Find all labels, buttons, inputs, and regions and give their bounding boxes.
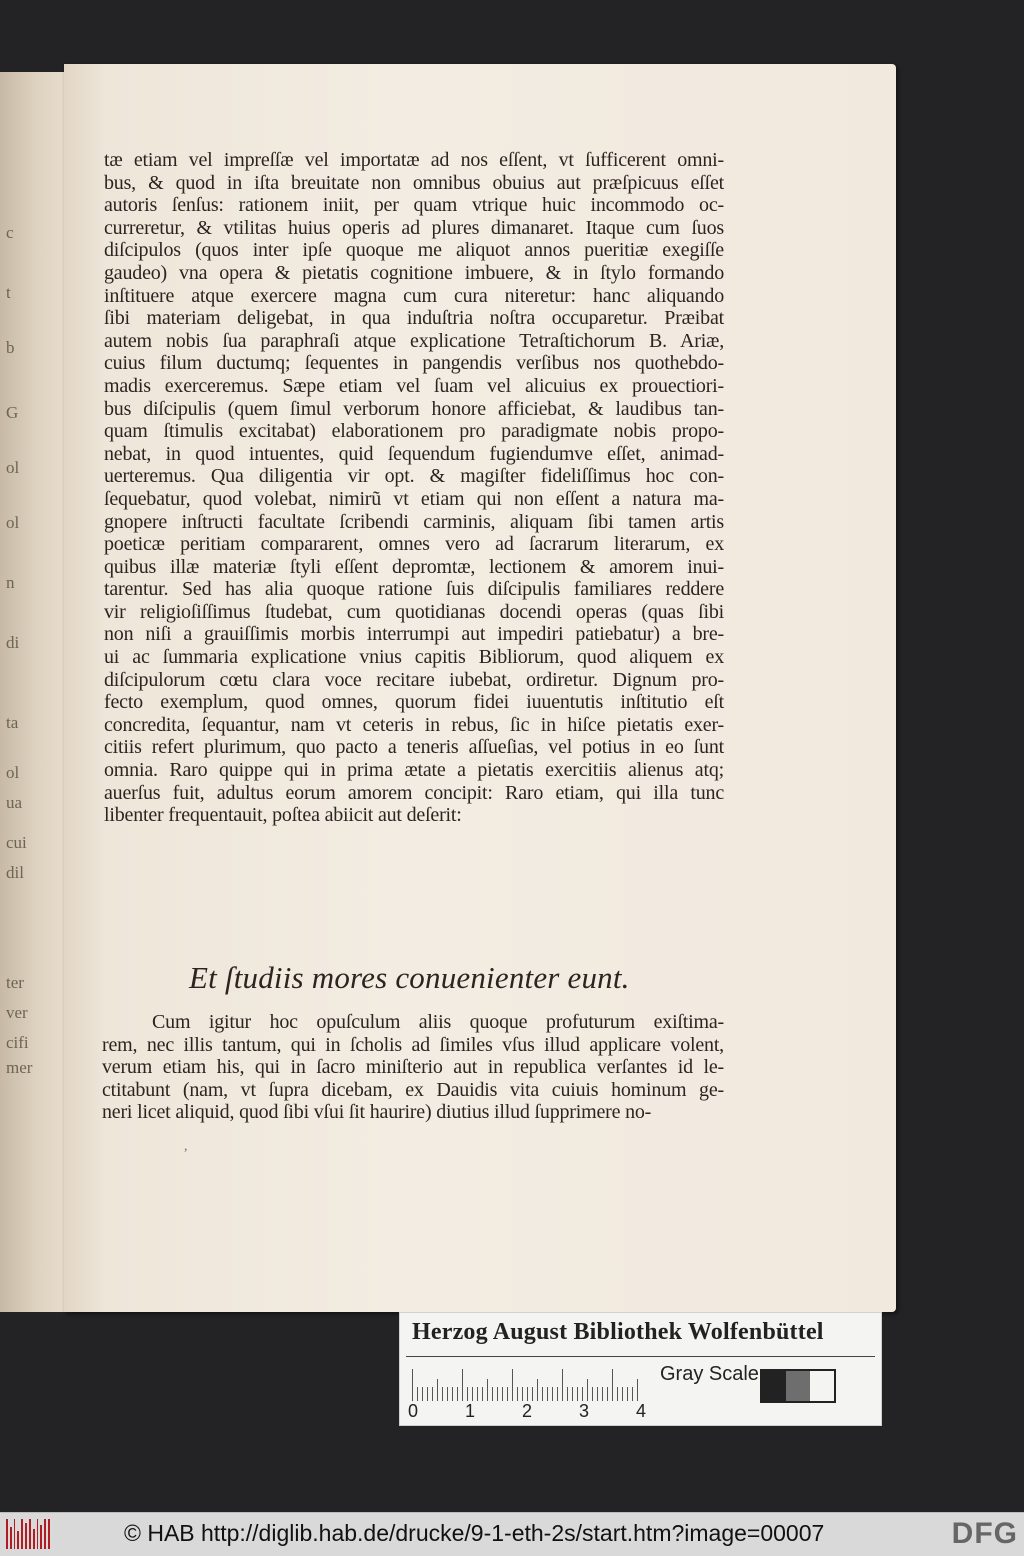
text-line: gnopere inſtructi facultate ſcribendi carminis, aliquam ſibi tamen artis — [104, 510, 724, 533]
text-line: bus diſcipulis (quem ſimul verborum honore afficiebat, & laudibus tan- — [104, 397, 724, 420]
ruler-tick — [497, 1387, 498, 1401]
logo-bar — [37, 1519, 39, 1549]
text-line: autoris ſenſus: rationem iniit, per quam vtrique huic incommodo oc- — [104, 194, 724, 217]
ruler-tick — [582, 1387, 583, 1401]
logo-bar — [33, 1529, 35, 1549]
ruler-tick — [492, 1387, 493, 1401]
text-line: tarentur. Sed has alia quoque ratione ſuis diſcipulis familiares reddere — [104, 578, 724, 601]
ruler-tick — [462, 1369, 463, 1401]
ruler-tick — [502, 1387, 503, 1401]
margin-fragment: di — [6, 633, 20, 652]
text-line: curreretur, & vtilitas huius operis ad plures dimanaret. Itaque cum ſuos — [104, 216, 724, 239]
ruler-tick — [477, 1387, 478, 1401]
library-title: Herzog August Bibliothek Wolfenbüttel — [412, 1319, 824, 1345]
text-line: inſtituere atque exercere magna cum cura niteretur: hanc aliquando — [104, 284, 724, 307]
ruler-tick — [617, 1387, 618, 1401]
ruler-tick — [597, 1387, 598, 1401]
ruler-number: 2 — [522, 1401, 533, 1421]
text-line: diſcipulorum cœtu clara voce recitare iubebat, ordiretur. Dignum pro- — [104, 668, 724, 691]
scale-ruler — [412, 1365, 640, 1401]
text-line: madis exerceremus. Sæpe etiam vel ſuam vel alicuius ex prouectiori- — [104, 374, 724, 397]
text-line: ui ac ſummaria explicatione vnius capitis Bibliorum, quod aliquem ex — [104, 646, 724, 669]
text-line: vir religioſiſſimus ſtudebat, cum quotidianas docendi operas (quas ſibi — [104, 600, 724, 623]
margin-fragment: mer — [6, 1058, 33, 1077]
ruler-tick — [547, 1387, 548, 1401]
second-paragraph — [102, 1011, 724, 1124]
logo-bar — [44, 1519, 46, 1549]
ruler-tick — [537, 1379, 538, 1401]
ruler-tick — [572, 1387, 573, 1401]
text-line: diſcipulos (quos inter ipſe quoque me aliquot annos pueritiæ exegiſſe — [104, 239, 724, 262]
text-line: tæ etiam vel impreſſæ vel importatæ ad nos eſſent, vt ſufficerent omni- — [104, 149, 724, 171]
margin-fragment: b — [6, 338, 15, 357]
ruler-tick — [507, 1387, 508, 1401]
text-line: non niſi a grauiſſimis morbis interrumpi aut impediri patiebatur) a bre- — [104, 623, 724, 646]
ruler-tick — [567, 1387, 568, 1401]
ruler-tick — [527, 1387, 528, 1401]
logo-bar — [17, 1531, 19, 1549]
ruler-tick — [437, 1379, 438, 1401]
margin-fragment: ua — [6, 793, 23, 812]
margin-fragment: ter — [6, 973, 24, 992]
ruler-tick — [542, 1387, 543, 1401]
ruler-tick — [427, 1387, 428, 1401]
library-color-card — [399, 1312, 882, 1426]
ruler-tick — [472, 1387, 473, 1401]
ruler-tick — [452, 1387, 453, 1401]
margin-fragment: dil — [6, 863, 24, 882]
ruler-tick — [522, 1387, 523, 1401]
ruler-tick — [587, 1379, 588, 1401]
ruler-tick — [432, 1387, 433, 1401]
previous-page-edge — [0, 72, 65, 1312]
text-line: neri licet aliquid, quod ſibi vſui ſit haurire) diutius illud ſupprimere no- — [102, 1101, 652, 1124]
ruler-tick — [467, 1387, 468, 1401]
text-line: nebat, in quod intuentes, quid ſequendum fugiendumve eſſet, animad- — [104, 442, 724, 465]
text-line: auerſus fuit, adultus eorum amorem concipit: Raro etiam, qui illa tunc — [104, 781, 724, 804]
ruler-tick — [557, 1387, 558, 1401]
ruler-tick — [422, 1387, 423, 1401]
hab-logo-icon[interactable] — [6, 1519, 50, 1549]
ruler-tick — [447, 1387, 448, 1401]
ruler-tick — [622, 1387, 623, 1401]
gray-scale-bar — [760, 1369, 836, 1403]
ruler-tick — [562, 1369, 563, 1401]
text-line: omnia. Raro quippe qui in prima ætate a pietatis exercitiis alienus atq; — [104, 759, 724, 782]
margin-fragment: t — [6, 283, 11, 302]
logo-bar — [48, 1519, 50, 1549]
text-line: rem, nec illis tantum, qui in ſcholis ad ſimiles vſus illud applicare volent, — [102, 1033, 724, 1056]
margin-fragment: G — [6, 403, 19, 422]
ruler-tick — [592, 1387, 593, 1401]
text-line: autem nobis ſua paraphraſi atque explicatione Tetraſtichorum B. Ariæ, — [104, 329, 724, 352]
ruler-tick — [552, 1387, 553, 1401]
text-line: libenter frequentauit, poſtea abiicit aut deſerit: — [104, 804, 462, 827]
ruler-tick — [487, 1379, 488, 1401]
logo-bar — [29, 1519, 31, 1549]
logo-bar — [10, 1527, 12, 1549]
main-paragraph — [104, 149, 724, 827]
text-line: quam ſtimulis excitabat) elaborationem pro paradigmate nobis propo- — [104, 420, 724, 443]
ruler-tick — [607, 1387, 608, 1401]
footer-bar — [0, 1512, 1024, 1556]
logo-bar — [6, 1519, 8, 1549]
ruler-tick — [577, 1387, 578, 1401]
logo-bar — [14, 1519, 16, 1549]
ruler-tick — [442, 1387, 443, 1401]
text-line: Cum igitur hoc opuſculum aliis quoque profuturum exiſtima- — [152, 1011, 724, 1033]
margin-fragment: n — [6, 573, 15, 592]
text-line: fecto exemplum, quod omnes, quorum fidei iuuentutis inſtitutio eſt — [104, 691, 724, 714]
margin-fragment: c — [6, 223, 14, 242]
ruler-tick — [627, 1387, 628, 1401]
text-line: citiis refert plurimum, quo pacto a teneris aſſueſias, vel potius in eo ſunt — [104, 736, 724, 759]
ruler-tick — [512, 1369, 513, 1401]
margin-fragment: cui — [6, 833, 27, 852]
ruler-number: 4 — [636, 1401, 647, 1421]
text-line: bus, & quod in iſta breuitate non omnibus obuius aut præſpicuus eſſet — [104, 171, 724, 194]
text-line: ctitabunt (nam, vt ſupra dicebam, ex Dauidis vita cuiuis hominum ge- — [102, 1078, 724, 1101]
text-line: cuius filum ductumq; ſequentes in pangendis verſibus nos quothebdo- — [104, 352, 724, 375]
ruler-tick — [602, 1387, 603, 1401]
dfg-logo[interactable]: DFG — [951, 1517, 1018, 1550]
ruler-tick — [457, 1387, 458, 1401]
ruler-tick — [517, 1387, 518, 1401]
ruler-tick — [637, 1379, 638, 1401]
ruler-number: 1 — [465, 1401, 476, 1421]
text-line: concredita, ſequantur, nam vt ceteris in rebus, ſic in hiſce pietatis exer- — [104, 713, 724, 736]
page-smudge: , — [184, 1139, 188, 1154]
text-line: poeticæ peritiam compararent, omnes vero ad ſacrarum literarum, ex — [104, 533, 724, 556]
text-line: quibus illæ materiæ ſtyli eſſent depromtæ, lectionem & amorem inui- — [104, 555, 724, 578]
text-line: ſequebatur, quod volebat, nimirũ vt etiam qui non eſſent a natura ma- — [104, 487, 724, 510]
gray-swatch — [786, 1371, 810, 1401]
logo-bar — [25, 1523, 27, 1549]
margin-fragment: ver — [6, 1003, 28, 1022]
margin-fragment: ol — [6, 458, 20, 477]
margin-fragment: cifi — [6, 1033, 29, 1052]
verse-heading: Et ſtudiis mores conuenienter eunt. — [189, 960, 630, 995]
ruler-tick — [417, 1387, 418, 1401]
text-line: ſibi materiam deligebat, in qua induſtria noſtra occuparetur. Præibat — [104, 307, 724, 330]
ruler-tick — [632, 1387, 633, 1401]
ruler-tick — [532, 1387, 533, 1401]
ruler-tick — [482, 1387, 483, 1401]
card-divider — [406, 1356, 875, 1357]
margin-fragment: ol — [6, 763, 20, 782]
logo-bar — [21, 1519, 23, 1549]
margin-fragment: ta — [6, 713, 19, 732]
text-line: gaudeo) vna opera & pietatis cognitione imbuere, & in ſtylo formando — [104, 261, 724, 284]
margin-fragment: ol — [6, 513, 20, 532]
ruler-number: 3 — [579, 1401, 590, 1421]
book-page — [64, 64, 896, 1312]
footer-url[interactable]: © HAB http://diglib.hab.de/drucke/9-1-eth-2s/start.htm?image=00007 — [124, 1520, 825, 1546]
text-line: uerteremus. Qua diligentia vir opt. & magiſter fideliſſimus hoc con- — [104, 465, 724, 488]
ruler-tick — [412, 1369, 413, 1401]
gray-swatch — [810, 1371, 834, 1401]
ruler-number: 0 — [408, 1401, 419, 1421]
gray-scale-label: Gray Scale — [660, 1363, 759, 1385]
gray-swatch — [762, 1371, 786, 1401]
ruler-tick — [612, 1369, 613, 1401]
logo-bar — [40, 1525, 42, 1549]
text-line: verum etiam his, qui in ſacro miniſterio aut in republica verſantes id le- — [102, 1056, 724, 1079]
